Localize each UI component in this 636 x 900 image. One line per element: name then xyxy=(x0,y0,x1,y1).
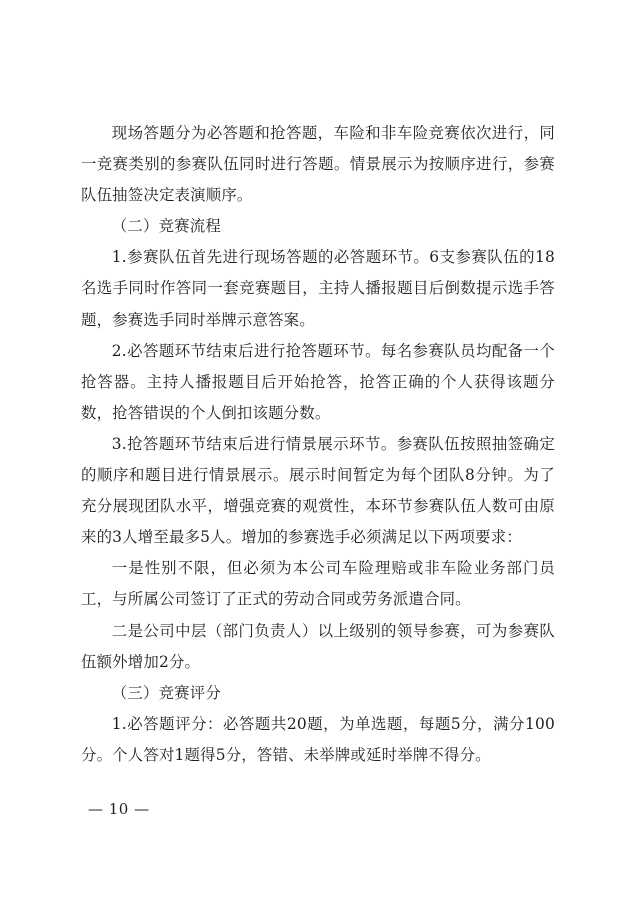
section-heading-procedure: （二）竞赛流程 xyxy=(111,217,221,236)
paragraph-step-3: 3.抢答题环节结束后进行情景展示环节。参赛队伍按照抽签确定的顺序和题目进行情景展示。展示时间暂定为每个团队8分钟。为了充分展现团队水平，增强竞赛的观赏性，本环节参赛队伍人数可由原来的3人增至最多5人。增加的参赛选手必须满足以下两项要求： xyxy=(81,434,555,547)
document-body xyxy=(81,118,555,771)
paragraph-requirement-1: 一是性别不限，但必须为本公司车险理赔或非车险业务部门员工，与所属公司签订了正式的劳动合同或劳务派遣合同。 xyxy=(81,559,555,609)
paragraph-answering-format: 现场答题分为必答题和抢答题，车险和非车险竞赛依次进行，同一竞赛类别的参赛队伍同时进行答题。情景展示为按顺序进行，参赛队伍抽签决定表演顺序。 xyxy=(81,124,555,205)
page-number: — 10 — xyxy=(88,800,150,818)
paragraph-requirement-2: 二是公司中层（部门负责人）以上级别的领导参赛，可为参赛队伍额外增加2分。 xyxy=(81,621,555,671)
section-heading-scoring: （三）竞赛评分 xyxy=(111,683,221,702)
paragraph-step-1: 1.参赛队伍首先进行现场答题的必答题环节。6支参赛队伍的18名选手同时作答同一套竞赛题目，主持人播报题目后倒数提示选手答题，参赛选手同时举牌示意答案。 xyxy=(81,248,555,329)
paragraph-step-2: 2.必答题环节结束后进行抢答题环节。每名参赛队员均配备一个抢答器。主持人播报题目后开始抢答，抢答正确的个人获得该题分数，抢答错误的个人倒扣该题分数。 xyxy=(81,341,555,422)
paragraph-scoring-1: 1.必答题评分：必答题共20题，为单选题，每题5分，满分100分。个人答对1题得5分，答错、未举牌或延时举牌不得分。 xyxy=(81,714,555,764)
